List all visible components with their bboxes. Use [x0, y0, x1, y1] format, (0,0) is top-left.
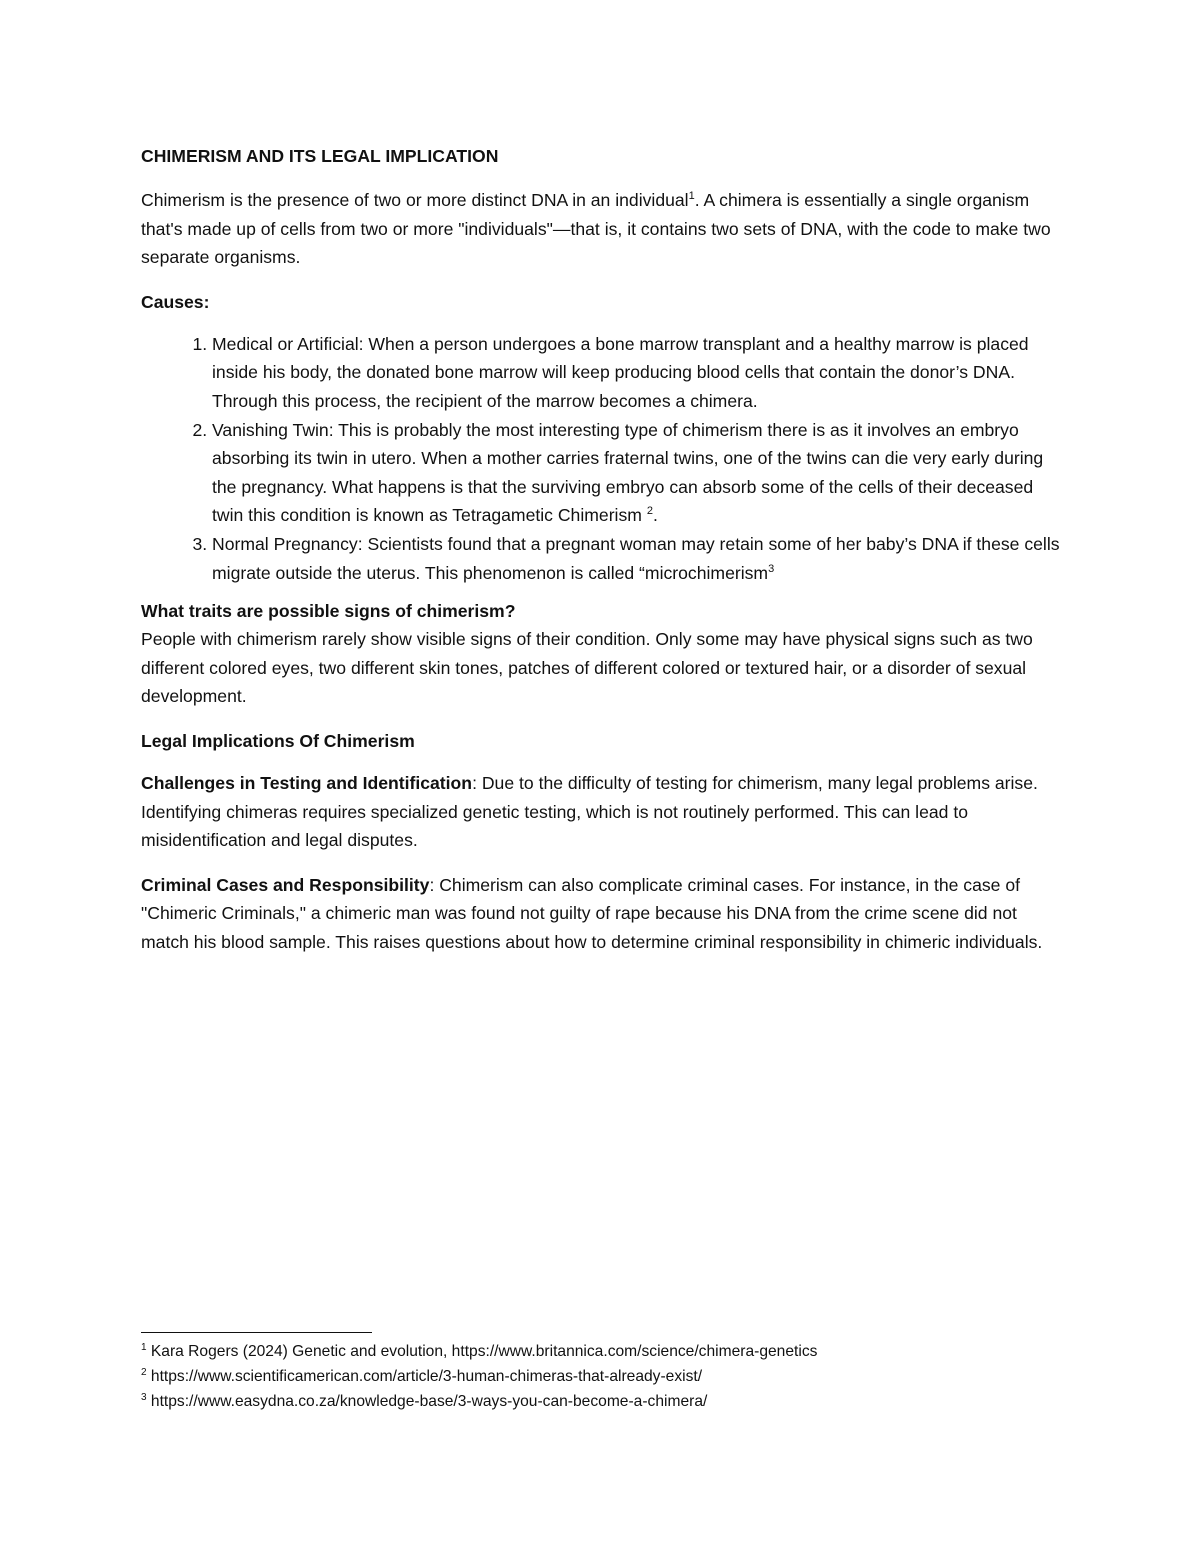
causes-list: [141, 330, 1061, 587]
traits-heading: What traits are possible signs of chimerism?: [141, 601, 516, 622]
footnote-2: [141, 1364, 1061, 1389]
footnote-divider: [141, 1332, 372, 1333]
legal-testing-lead: Challenges in Testing and Identification: [141, 772, 473, 793]
causes-heading: Causes:: [141, 291, 210, 312]
cause-medical-text: Medical or Artificial: When a person undergoes a bone marrow transplant and a healthy marrow is placed inside his body, the donated bone marrow will keep producing blood cells that contain the donor’s DNA. Through this process, the recipient of the marrow becomes a chimera.: [212, 333, 1029, 411]
intro-text-before: Chimerism is the presence of two or more distinct DNA in an individual: [141, 190, 689, 210]
legal-criminal-lead: Criminal Cases and Responsibility: [141, 874, 430, 895]
footnotes-section: [141, 1332, 1061, 1414]
intro-text-after: . A chimera is essentially a single organism that's made up of cells from two or more "individuals"—that is, it contains two sets of DNA, with the code to make two separate organisms.: [141, 190, 1051, 268]
list-item: [212, 416, 1061, 530]
intro-paragraph: [141, 186, 1061, 272]
footnote-3: [141, 1389, 1061, 1414]
footnote-number: 3: [141, 1391, 147, 1403]
footnote-text[interactable]: https://www.easydna.co.za/knowledge-base/3-ways-you-can-become-a-chimera/: [146, 1393, 708, 1410]
list-item: [212, 530, 1061, 587]
footnote-1: [141, 1339, 1061, 1364]
cause-vanishing-twin-text: Vanishing Twin: This is probably the most interesting type of chimerism there is as it involves an embryo absorbing its twin in utero. When a mother carries fraternal twins, one of the twins can die very early during the pregnancy. What happens is that the surviving embryo can absorb some of the cells of their deceased twin this condition is known as Tetragametic Chimerism: [212, 419, 1044, 526]
legal-criminal-text: : Chimerism can also complicate criminal cases. For instance, in the case of "Chimeric Criminals," a chimeric man was found not guilty of rape because his DNA from the crime scene did not match his blood sample. This raises questions about how to determine criminal responsibility in chimeric individuals.: [141, 874, 1043, 952]
footnote-text[interactable]: https://www.scientificamerican.com/article/3-human-chimeras-that-already-exist/: [146, 1368, 703, 1385]
traits-paragraph: People with chimerism rarely show visible signs of their condition. Only some may have physical signs such as two different colored eyes, two different skin tones, patches of different colored or textured hair, or a disorder of sexual development.: [141, 629, 1033, 707]
document-title: CHIMERISM AND ITS LEGAL IMPLICATION: [141, 146, 499, 166]
footnote-number: 2: [141, 1366, 147, 1378]
cause-vanishing-twin-end: .: [652, 505, 658, 526]
footnote-ref-1[interactable]: 1: [688, 190, 695, 203]
legal-testing-text: : Due to the difficulty of testing for chimerism, many legal problems arise. Identifying chimeras requires specialized genetic testing, which is not routinely performed. This can lead to misidentification and legal disputes.: [141, 772, 1038, 851]
cause-pregnancy-text: Normal Pregnancy: Scientists found that a pregnant woman may retain some of her baby’s DNA if these cells migrate outside the uterus. This phenomenon is called “microchimerism: [212, 533, 1060, 583]
legal-testing-paragraph: [141, 769, 1061, 855]
footnote-number: 1: [141, 1341, 147, 1353]
footnote-text[interactable]: Kara Rogers (2024) Genetic and evolution, https://www.britannica.com/science/chimera-genetics: [146, 1343, 818, 1360]
legal-heading: Legal Implications Of Chimerism: [141, 730, 415, 751]
document-body: [141, 142, 1061, 972]
footnote-ref-3[interactable]: 3: [768, 562, 775, 575]
legal-criminal-paragraph: [141, 871, 1061, 957]
list-item: [212, 330, 1061, 416]
footnote-ref-2[interactable]: 2: [646, 505, 653, 518]
